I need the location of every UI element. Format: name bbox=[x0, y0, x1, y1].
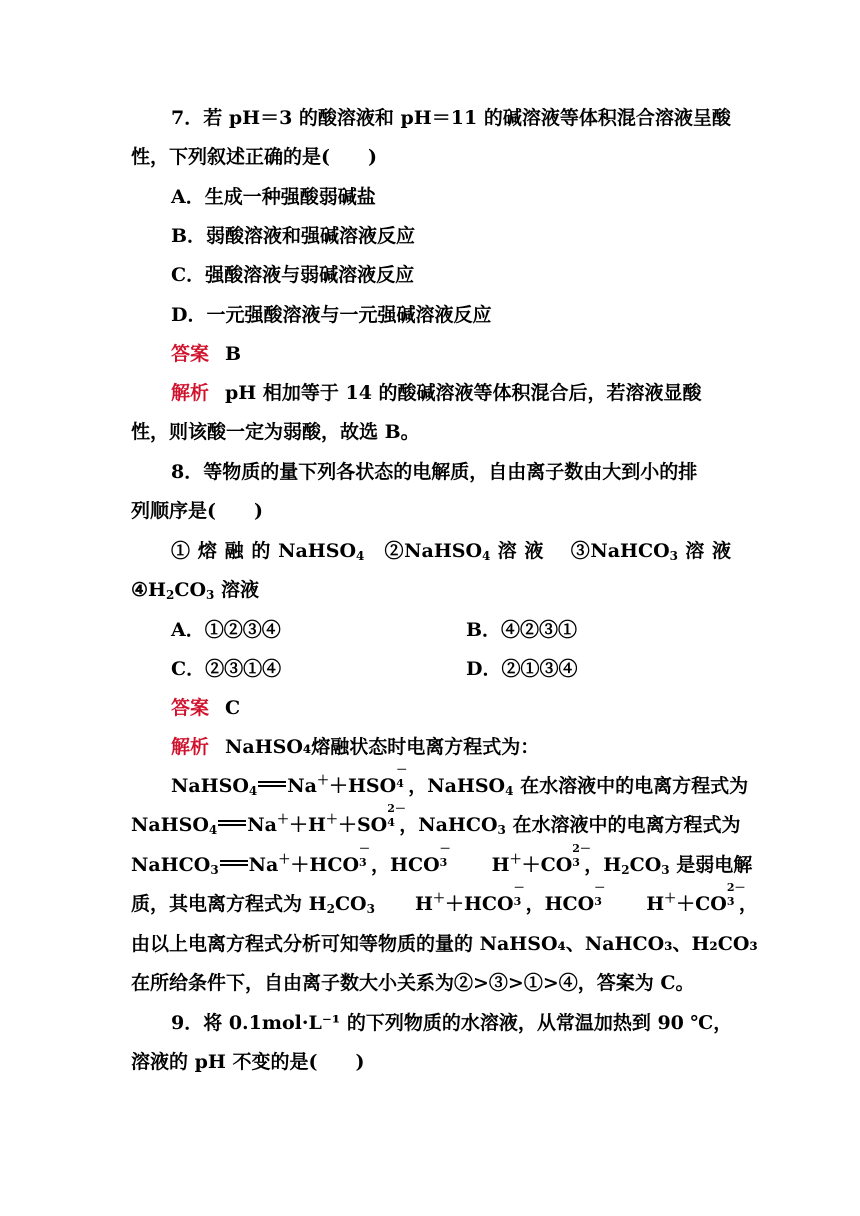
q7-stem-line-2: 性，下列叙述正确的是( ) bbox=[131, 146, 377, 168]
analysis-text: pH 相加等于 14 的酸碱溶液等体积混合后，若溶液显酸 bbox=[225, 382, 702, 404]
q8-analysis-intro bbox=[171, 734, 731, 760]
q7-option-d: D．一元强酸溶液与一元强碱溶液反应 bbox=[171, 304, 492, 326]
q7-option-b: B．弱酸溶液和强碱溶液反应 bbox=[171, 225, 416, 247]
q7-option-a: A．生成一种强酸弱碱盐 bbox=[171, 186, 376, 208]
q8-option-c: C．②③①④ bbox=[171, 658, 282, 680]
analysis-label: 解析 bbox=[171, 736, 210, 758]
answer-label: 答案 bbox=[171, 343, 210, 365]
q8-items-line-2: $④H_2CO_3$ 溶液 bbox=[131, 579, 260, 602]
q8-answer bbox=[171, 695, 731, 721]
q9-stem-line-2: 溶液的 pH 不变的是( ) bbox=[131, 1051, 365, 1073]
q8-equation-line-2: NaHSO$_4$ Na＋＋H＋＋SO 2－ 4 ，NaHCO$_3$ 在水溶液中的电离方程式为 bbox=[131, 802, 741, 837]
q8-equation-line-1: NaHSO$_4$ Na＋＋HSO － 4 ，NaHSO$_4$ 在水溶液中的电离方程式为 bbox=[171, 763, 749, 798]
q8-option-b: B．④②③① bbox=[466, 619, 578, 641]
q8-stem-line-1: 8．等物质的量下列各状态的电解质，自由离子数由大到小的排 bbox=[171, 461, 698, 483]
answer-value: B bbox=[225, 343, 242, 365]
q8-equation-line-4: 质，其电离方程式为 $H_2CO_3$ H＋＋HCO － 3 ，HCO － 3 H＋＋CO 2－ 3 ， bbox=[131, 881, 758, 916]
q7-option-c: C．强酸溶液与弱碱溶液反应 bbox=[171, 264, 415, 286]
q8-analysis-tail: 由以上电离方程式分析可知等物质的量的 NaHSO₄、NaHCO₃、H₂CO₃ bbox=[131, 933, 758, 955]
q7-stem-line-1: 7．若 pH＝3 的酸溶液和 pH＝11 的碱溶液等体积混合溶液呈酸 bbox=[171, 107, 731, 129]
q8-stem-line-2: 列顺序是( ) bbox=[131, 500, 263, 522]
answer-label: 答案 bbox=[171, 697, 210, 719]
q7-analysis-line-1 bbox=[171, 380, 731, 406]
q8-analysis-conclusion: 在所给条件下，自由离子数大小关系为②>③>①>④，答案为 C。 bbox=[131, 972, 695, 994]
q9-stem-line-1: 9．将 0.1mol·L⁻¹ 的下列物质的水溶液，从常温加热到 90 ℃， bbox=[171, 1012, 733, 1034]
analysis-label: 解析 bbox=[171, 382, 210, 404]
q8-equation-line-3: NaHCO$_3$ Na＋＋HCO － 3 ，HCO － 3 H＋＋CO 2－ 3 ，$H_2CO_3$ 是弱电解 bbox=[131, 842, 753, 877]
answer-value: C bbox=[225, 697, 241, 719]
q8-option-a: A．①②③④ bbox=[171, 619, 281, 641]
q7-answer bbox=[171, 341, 731, 367]
q8-items-line-1: ① 熔 融 的 NaHSO$_4$ ②NaHSO$_4$ 溶 液 ③NaHCO$_3$ 溶 液 bbox=[171, 540, 731, 563]
analysis-text: NaHSO₄熔融状态时电离方程式为： bbox=[225, 736, 540, 758]
q7-analysis-line-2: 性，则该酸一定为弱酸，故选 B。 bbox=[131, 421, 420, 443]
q8-option-d: D．②①③④ bbox=[466, 658, 578, 680]
